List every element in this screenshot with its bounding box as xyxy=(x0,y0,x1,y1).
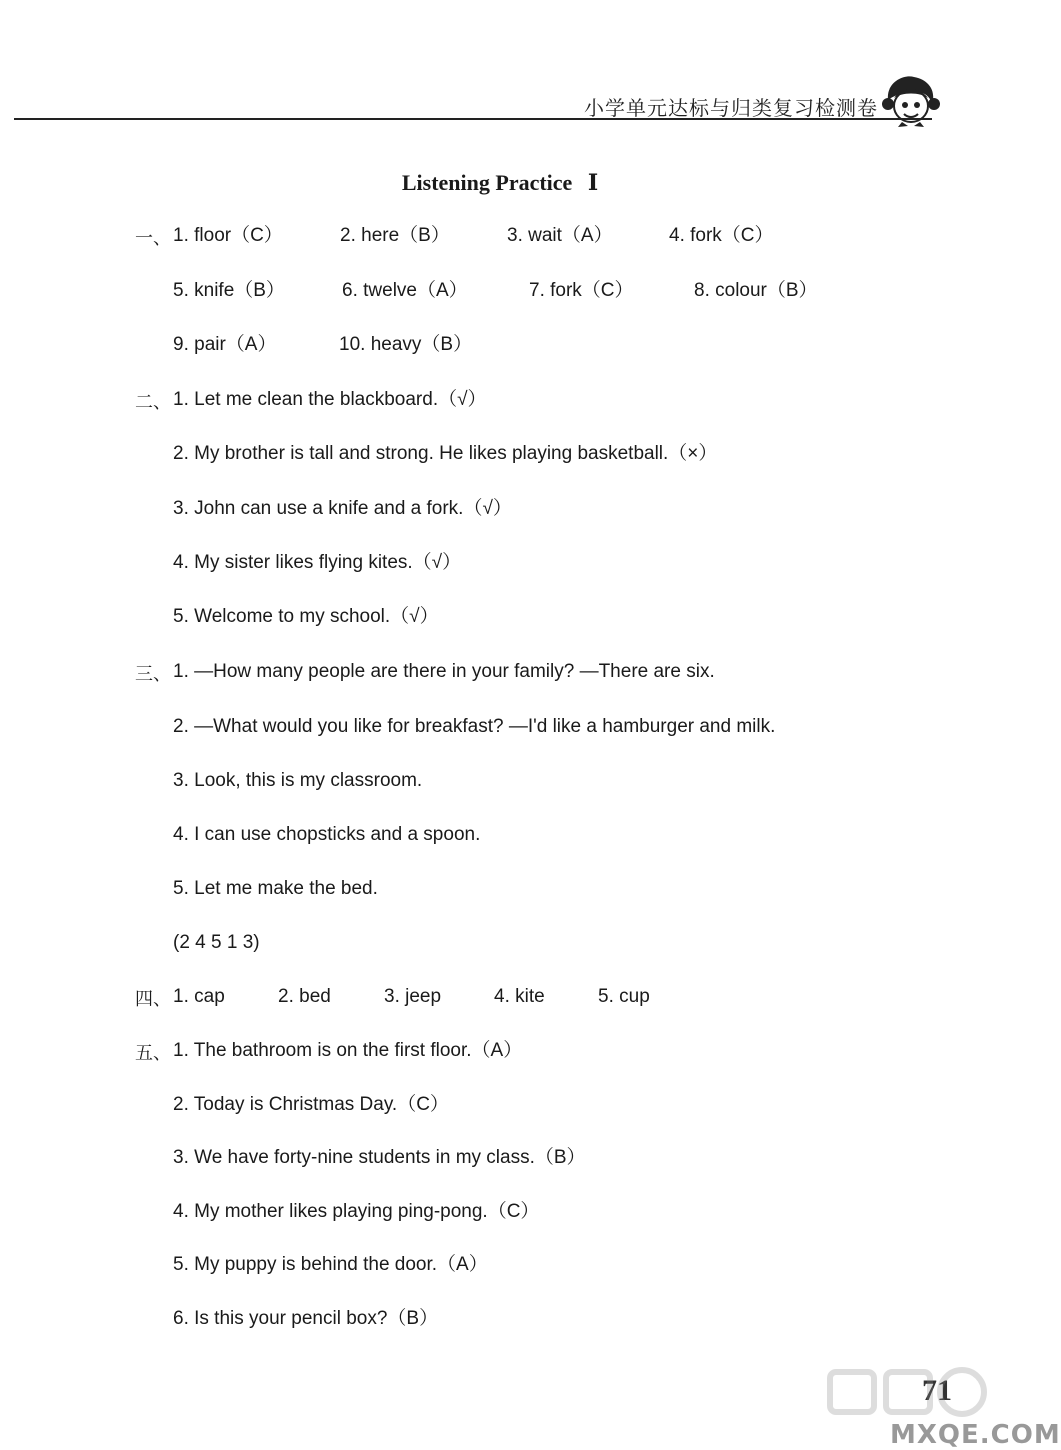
s5-item: 6. Is this your pencil box?（B） xyxy=(173,1308,439,1329)
answer-item: 3. wait（A） xyxy=(507,225,613,246)
answer-item: 2. bed xyxy=(278,986,331,1007)
section-1-label: 一、 xyxy=(135,228,171,249)
book-title: 小学单元达标与归类复习检测卷 xyxy=(584,96,878,120)
answer-item: 1. floor（C） xyxy=(173,225,283,246)
answer-item: 4. kite xyxy=(494,986,545,1007)
answer-item: 9. pair（A） xyxy=(173,334,277,355)
answer-item: 4. fork（C） xyxy=(669,225,774,246)
answer-item: 5. cup xyxy=(598,986,650,1007)
answer-item: 7. fork（C） xyxy=(529,280,634,301)
s5-item: 2. Today is Christmas Day.（C） xyxy=(173,1094,449,1115)
answer-item: 6. twelve（A） xyxy=(342,280,468,301)
answer-item: 8. colour（B） xyxy=(694,280,818,301)
s3-item: 5. Let me make the bed. xyxy=(173,878,378,899)
answer-item: 3. jeep xyxy=(384,986,442,1007)
s2-item: 1. Let me clean the blackboard.（√） xyxy=(173,389,487,410)
watermark-text: MXQE.COM xyxy=(890,1420,1061,1450)
page-number: 71 xyxy=(922,1374,952,1407)
answer-item: 2. here（B） xyxy=(340,225,450,246)
section-4-label: 四、 xyxy=(135,989,171,1010)
s2-item: 2. My brother is tall and strong. He likes playing basketball.（×） xyxy=(173,443,718,464)
s2-item: 3. John can use a knife and a fork.（√） xyxy=(173,498,512,519)
header-divider xyxy=(14,118,932,120)
s3-item: 4. I can use chopsticks and a spoon. xyxy=(173,824,481,845)
answer-item: 5. knife（B） xyxy=(173,280,285,301)
s3-order: (2 4 5 1 3) xyxy=(173,932,260,953)
section-2-label: 二、 xyxy=(135,392,171,413)
s3-item: 1. —How many people are there in your family? —There are six. xyxy=(173,661,715,682)
s2-item: 4. My sister likes flying kites.（√） xyxy=(173,552,462,573)
page-title xyxy=(0,170,1000,196)
s5-item: 4. My mother likes playing ping-pong.（C） xyxy=(173,1201,540,1222)
answer-item: 10. heavy（B） xyxy=(339,334,473,355)
section-5-label: 五、 xyxy=(135,1043,171,1064)
s5-item: 1. The bathroom is on the first floor.（A） xyxy=(173,1040,523,1061)
title-text: Listening Practice xyxy=(401,170,573,195)
s2-item: 5. Welcome to my school.（√） xyxy=(173,606,439,627)
s5-item: 5. My puppy is behind the door.（A） xyxy=(173,1254,488,1275)
section-3-label: 三、 xyxy=(135,664,171,685)
answer-item: 1. cap xyxy=(173,986,225,1007)
s3-item: 2. —What would you like for breakfast? —I'd like a hamburger and milk. xyxy=(173,716,776,737)
s5-item: 3. We have forty-nine students in my class.（B） xyxy=(173,1147,586,1168)
title-numeral: Ⅰ xyxy=(587,170,599,195)
s3-item: 3. Look, this is my classroom. xyxy=(173,770,423,791)
